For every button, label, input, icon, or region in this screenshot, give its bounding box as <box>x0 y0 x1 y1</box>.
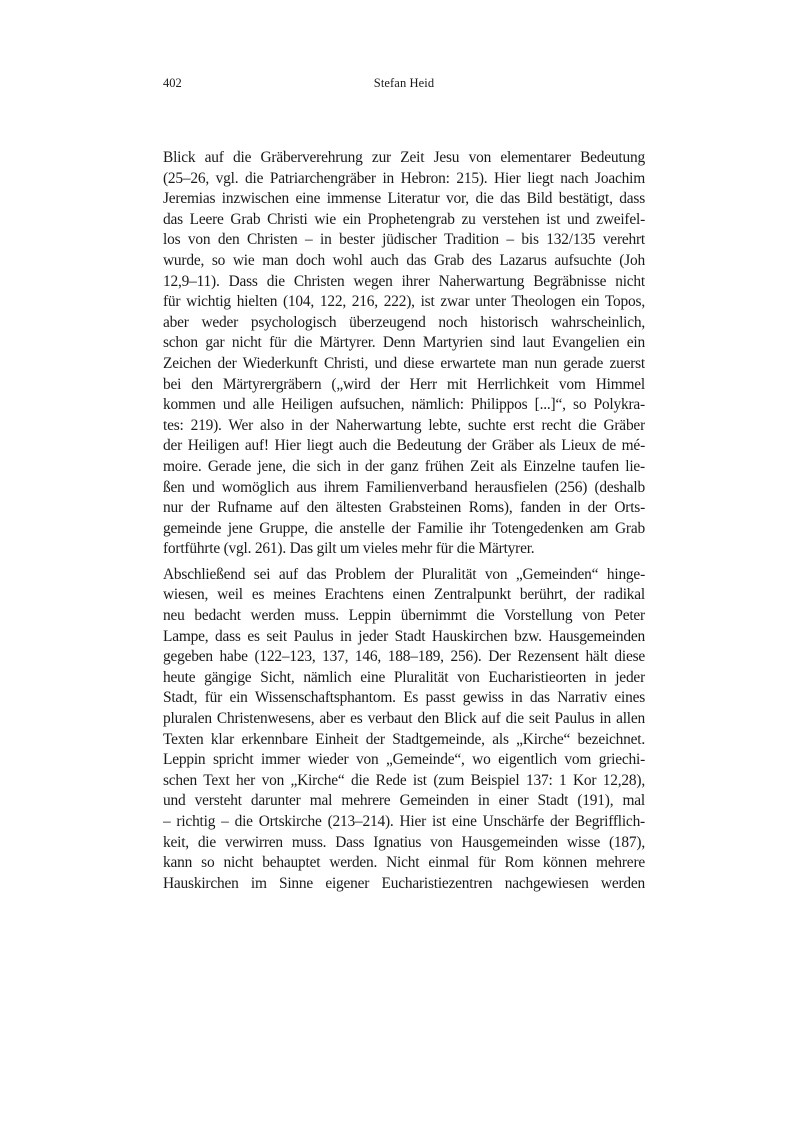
running-head <box>163 76 645 94</box>
text-line: gegeben habe (122–123, 137, 146, 188–189, 256). Der Rezensent hält diese <box>163 648 645 666</box>
body-text <box>163 148 645 894</box>
text-line: fortführte (vgl. 261). Das gilt um vieles mehr für die Märtyrer. <box>163 540 535 558</box>
text-line: (25–26, vgl. die Patriarchengräber in Hebron: 215). Hier liegt nach Joachim <box>163 169 645 187</box>
text-line: keit, die verwirren muss. Dass Ignatius von Hausgemeinden wisse (187), <box>163 833 645 851</box>
text-line: Abschließend sei auf das Problem der Pluralität von „Gemeinden“ hinge- <box>163 565 645 583</box>
text-line: Stadt, für ein Wissenschaftsphantom. Es passt gewiss in das Narrativ eines <box>163 689 645 707</box>
page-number: 402 <box>163 76 182 90</box>
text-line: Lampe, dass es seit Paulus in jeder Stadt Hauskirchen bzw. Hausgemeinden <box>163 627 645 645</box>
text-line: Hauskirchen im Sinne eigener Eucharistiezentren nachgewiesen werden <box>163 874 645 892</box>
paragraph <box>163 565 645 895</box>
text-line: wiesen, weil es meines Erachtens einen Zentralpunkt berührt, der radikal <box>163 586 645 604</box>
text-line: moire. Gerade jene, die sich in der ganz frühen Zeit als Einzelne taufen lie- <box>163 457 645 475</box>
text-line: tes: 219). Wer also in der Naherwartung lebte, suchte erst recht die Gräber <box>163 416 645 434</box>
text-line: heute gängige Sicht, nämlich eine Pluralität von Eucharistieorten in jeder <box>163 668 645 686</box>
text-line: los von den Christen – in bester jüdischer Tradition – bis 132/135 verehrt <box>163 231 645 249</box>
text-line: nur der Rufname auf den ältesten Grabsteinen Roms), fanden in der Orts- <box>163 499 645 517</box>
text-line: – richtig – die Ortskirche (213–214). Hier ist eine Unschärfe der Begrifflich- <box>163 813 645 830</box>
text-line: wurde, so wie man doch wohl auch das Grab des Lazarus aufsuchte (Joh <box>163 251 645 269</box>
text-line: Texten klar erkennbare Einheit der Stadtgemeinde, als „Kirche“ bezeichnet. <box>163 730 645 748</box>
text-line: 12,9–11). Dass die Christen wegen ihrer Naherwartung Begräbnisse nicht <box>163 272 645 290</box>
text-line: ßen und womöglich aus ihrem Familienverband herausfielen (256) (deshalb <box>163 478 645 496</box>
text-line: aber weder psychologisch überzeugend noch historisch wahrscheinlich, <box>163 313 645 331</box>
text-line: für wichtig hielten (104, 122, 216, 222), ist zwar unter Theologen ein Topos, <box>163 293 645 311</box>
text-line: bei den Märtyrergräbern („wird der Herr mit Herrlichkeit vom Himmel <box>163 375 645 393</box>
text-line: kann so nicht behauptet werden. Nicht einmal für Rom können mehrere <box>163 854 645 872</box>
text-line: neu bedacht werden muss. Leppin übernimmt die Vorstellung von Peter <box>163 607 645 625</box>
text-line: pluralen Christenwesens, aber es verbaut den Blick auf die seit Paulus in allen <box>163 710 645 728</box>
text-line: Zeichen der Wiederkunft Christi, und diese erwartete man nun gerade zuerst <box>163 354 645 372</box>
text-line: Jeremias inzwischen eine immense Literatur vor, die das Bild bestätigt, dass <box>163 190 645 208</box>
text-line: gemeinde jene Gruppe, die anstelle der Familie ihr Totengedenken am Grab <box>163 519 645 537</box>
running-head-author: Stefan Heid <box>373 76 435 90</box>
text-line: und versteht darunter mal mehrere Gemeinden in einer Stadt (191), mal <box>163 792 645 810</box>
text-line: das Leere Grab Christi wie ein Prophetengrab zu verstehen ist und zweifel- <box>163 210 645 228</box>
text-line: Blick auf die Gräberverehrung zur Zeit Jesu von elementarer Bedeutung <box>163 149 645 166</box>
text-line: der Heiligen auf! Hier liegt auch die Bedeutung der Gräber als Lieux de mé- <box>163 437 645 455</box>
text-line: kommen und alle Heiligen aufsuchen, nämlich: Philippos [...]“, so Polykra- <box>163 396 645 414</box>
text-line: schon gar nicht für die Märtyrer. Denn Martyrien sind laut Evangelien ein <box>163 334 645 352</box>
paragraph <box>163 148 645 560</box>
text-line: schen Text her von „Kirche“ die Rede ist (zum Beispiel 137: 1 Kor 12,28), <box>163 771 645 789</box>
text-line: Leppin spricht immer wieder von „Gemeinde“, wo eigentlich vom griechi- <box>163 751 645 769</box>
